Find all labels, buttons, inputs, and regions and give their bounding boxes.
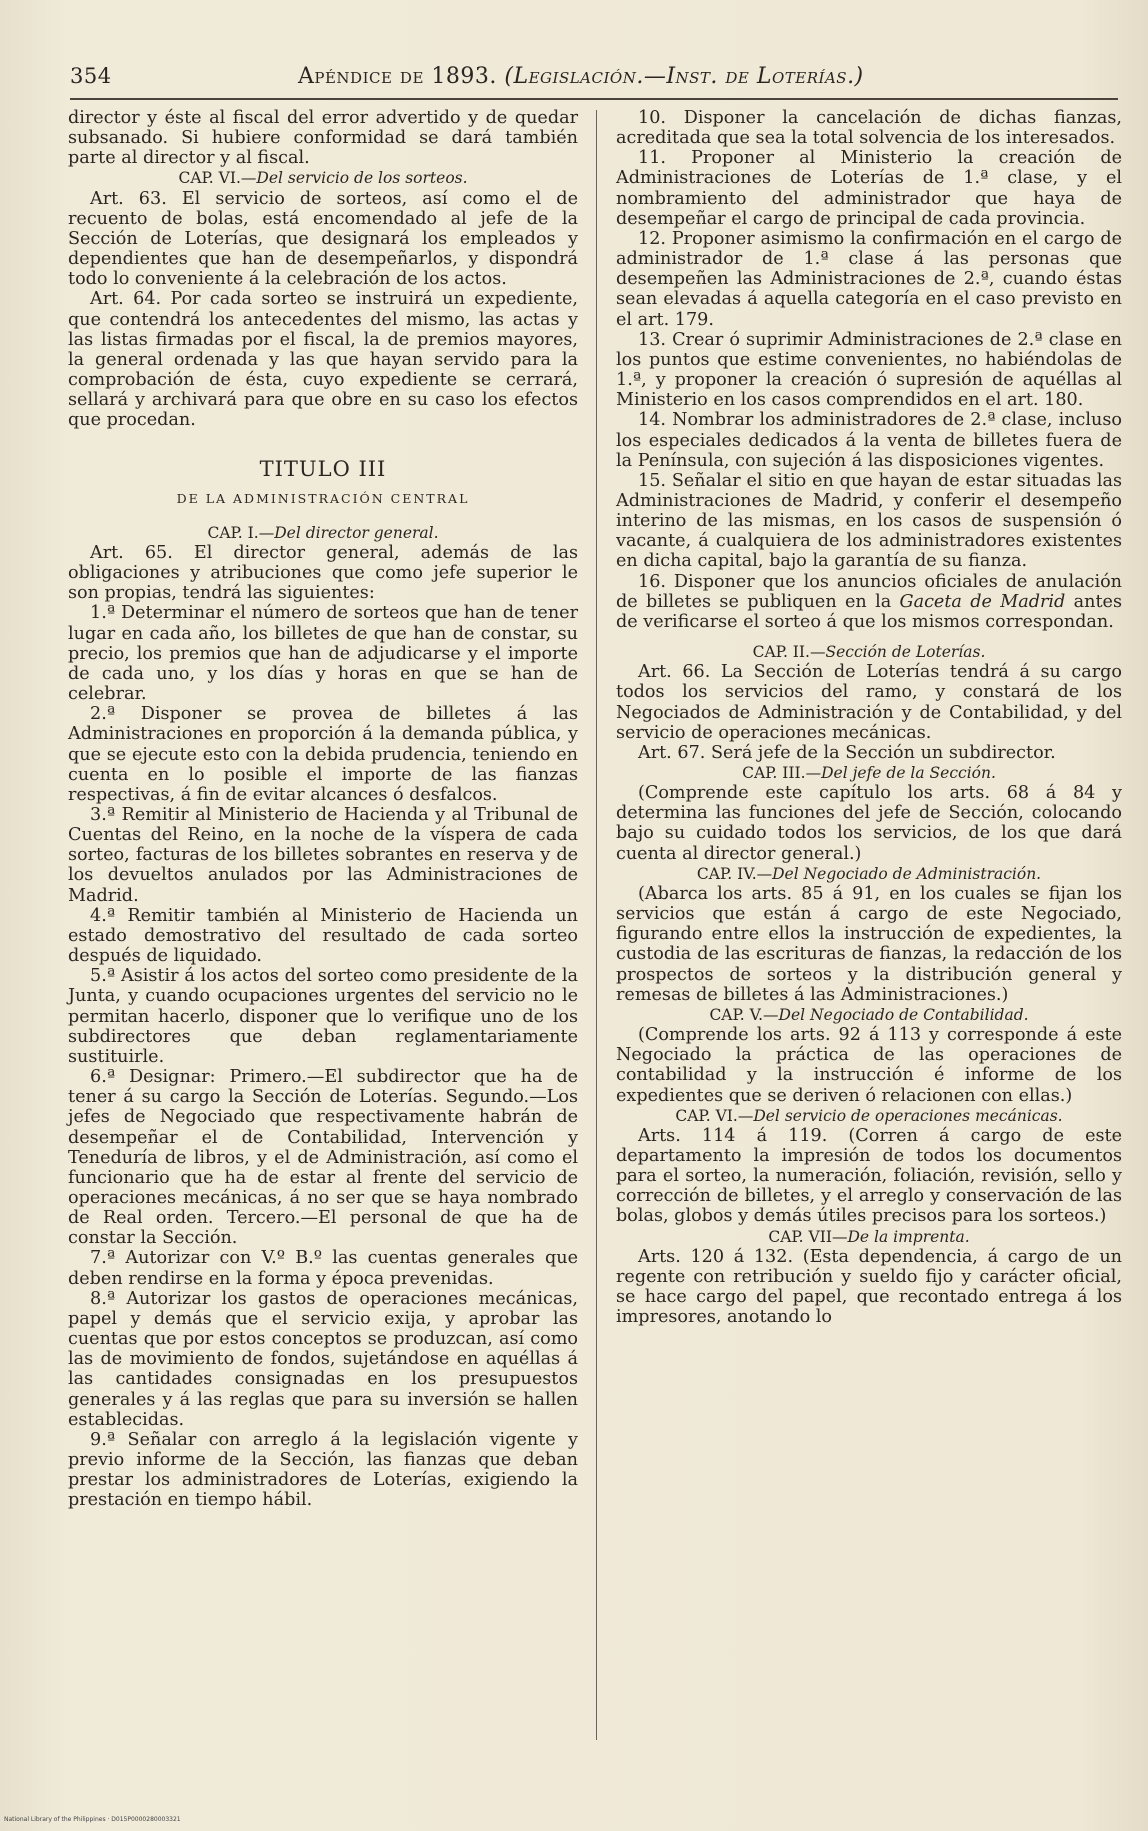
chapter-title: Del servicio de los sorteos.: [256, 169, 468, 188]
chapter-label: CAP. VI.—: [178, 169, 257, 188]
page-number: 354: [70, 64, 112, 88]
chapter-summary: (Comprende los arts. 92 á 113 y corresponde á este Negociado la práctica de las operaciones de contabilidad y la instrucción é informe de los expedientes que se deriven ó relacionen con ellas.): [616, 1025, 1122, 1106]
chapter-title: Del jefe de la Sección.: [821, 764, 996, 782]
running-header: [70, 58, 1110, 98]
chapter-heading: [616, 642, 1122, 662]
paragraph-intro: director y éste al fiscal del error advertido y de quedar subsanado. Si hubiere conformidad se dará también parte al director y al fiscal.: [68, 108, 578, 169]
running-title: [298, 64, 864, 89]
chapter-label: CAP. VII—: [768, 1227, 848, 1246]
article-67: Art. 67. Será jefe de la Sección un subdirector.: [638, 742, 1056, 763]
chapter-title: Del director general.: [274, 523, 439, 542]
list-item: 14. Nombrar los administradores de 2.ª clase, incluso los especiales dedicados á la venta de billetes fuera de la Península, con sujeción á las disposiciones vigentes.: [616, 410, 1122, 471]
chapter-label: CAP. II.—: [752, 643, 826, 662]
list-item: 11. Proponer al Ministerio la creación de Administraciones de Loterías de 1.ª clase, y el nombramiento del administrador que haya de desempeñar el cargo de principal de cada provincia.: [616, 148, 1122, 229]
column-divider: [596, 110, 597, 1740]
article-65: Art. 65. El director general, además de las obligaciones y atribuciones que como jefe superior le son propias, tendrá las siguientes:: [68, 542, 578, 604]
list-item: [616, 572, 1122, 632]
list-item: 2.ª Disponer se provea de billetes á las Administraciones en proporción á la demanda pública, y que se ejecute esto con la debida prudencia, teniendo en cuenta en lo posible el importe de las fianzas respectivas, á fin de evitar alcances ó desfalcos.: [68, 704, 578, 805]
title-heading: TITULO III: [259, 456, 387, 481]
item-italic: Gaceta de Madrid: [899, 591, 1066, 612]
right-column: [616, 108, 1122, 1327]
chapter-heading: [616, 1106, 1122, 1126]
chapter-title: Del Negociado de Administración.: [772, 864, 1042, 883]
list-item: 8.ª Autorizar los gastos de operaciones mecánicas, papel y demás que el servicio exija, y aprobar las cuentas que por estos conceptos se produzcan, así como las de movimiento de fondos, sujetándose en aquéllas á las cantidades consignadas en los presupuestos generales y á las reglas que para su inversión se hallen establecidas.: [68, 1288, 578, 1430]
chapter-heading: [616, 1005, 1122, 1025]
chapter-label: CAP. V.—: [709, 1005, 779, 1024]
chapter-heading: [68, 168, 578, 188]
chapter-label: CAP. VI.—: [675, 1106, 754, 1125]
chapter-summary: Arts. 114 á 119. (Corren á cargo de este departamento la impresión de todos los documentos para el sorteo, la numeración, foliación, revisión, sello y corrección de billetes, y el arreglo y conservación de las bolas, globos y demás útiles precisos para los sorteos.): [616, 1125, 1122, 1227]
article-66: Art. 66. La Sección de Loterías tendrá á su cargo todos los servicios del ramo, y constará de los Negociados de Administración y de Contabilidad, y del servicio de operaciones mecánicas.: [616, 662, 1122, 743]
chapter-label: CAP. IV.—: [696, 864, 773, 883]
list-item: 1.ª Determinar el número de sorteos que han de tener lugar en cada año, los billetes de que han de constar, su precio, los premios que han de adjudicarse y el importe de cada uno, y los días y horas en que se han de celebrar.: [68, 603, 578, 705]
left-column: [68, 108, 578, 1510]
chapter-title: De la imprenta.: [847, 1227, 970, 1246]
chapter-title: Sección de Loterías.: [825, 643, 986, 662]
title-subheading: DE LA ADMINISTRACIÓN CENTRAL: [176, 490, 470, 506]
list-item: 15. Señalar el sitio en que hayan de estar situadas las Administraciones de Madrid, y conferir el desempeño interino de las mismas, en los casos de suspensión ó vacante, á cualquiera de los administradores existentes en dicha capital, bajo la garantía de su fianza.: [616, 470, 1122, 572]
list-item: 10. Disponer la cancelación de dichas fianzas, acreditada que sea la total solvencia de los interesados.: [616, 108, 1122, 149]
list-item: 4.ª Remitir también al Ministerio de Hacienda un estado demostrativo del resultado de cada sorteo después de liquidado.: [68, 905, 578, 967]
chapter-heading: [616, 1227, 1122, 1247]
chapter-heading: [616, 864, 1122, 884]
chapter-summary: Arts. 120 á 132. (Esta dependencia, á cargo de un regente con retribución y sueldo fijo y carácter oficial, se hace cargo del papel, que recontado entrega á los impresores, anotando lo: [616, 1246, 1122, 1328]
scan-footer: National Library of the Philippines · D015P0000280003321: [4, 1816, 181, 1823]
running-title-italic: (Legislación.—Inst. de Loterías.): [504, 64, 864, 89]
article-63: Art. 63. El servicio de sorteos, así como el de recuento de bolas, está encomendado al jefe de la Sección de Loterías, que designará los empleados y dependientes que han de desempeñarlos, y dispondrá todo lo conveniente á la celebración de los actos.: [68, 188, 578, 290]
chapter-label: CAP. I.—: [207, 523, 275, 542]
list-item: 3.ª Remitir al Ministerio de Hacienda y al Tribunal de Cuentas del Reino, en la noche de la víspera de cada sorteo, facturas de los billetes sobrantes en reserva y de los devueltos anulados por las Administraciones de Madrid.: [68, 805, 578, 906]
list-item: 13. Crear ó suprimir Administraciones de 2.ª clase en los puntos que estime convenientes, no habiéndolas de 1.ª, y proponer la creación ó supresión de aquéllas al Ministerio en los casos comprendidos en el art. 180.: [616, 329, 1122, 411]
article-64: Art. 64. Por cada sorteo se instruirá un expediente, que contendrá los antecedentes del mismo, las actas y las listas firmadas por el fiscal, la de premios mayores, la general ordenada y las que hayan servido para la comprobación de ésta, cuyo expediente se cerrará, sellará y archivará para que obre en su caso los efectos que procedan.: [68, 289, 578, 431]
item-text: antes de verificarse el sorteo á que los mismos correspondan.: [616, 591, 1122, 632]
chapter-label: CAP. III.—: [742, 764, 822, 782]
item-text: 16. Disponer que los anuncios oficiales de anulación de billetes se publiquen en la: [616, 571, 1122, 612]
list-item: 5.ª Asistir á los actos del sorteo como presidente de la Junta, y cuando ocupaciones urgentes del servicio no le permitan hacerlo, disponer que lo verifique uno de los subdirectores que deban reglamentariamente sustituirle.: [68, 966, 578, 1067]
chapter-summary: (Abarca los arts. 85 á 91, en los cuales se fijan los servicios que están á cargo de este Negociado, figurando entre ellos la instrucción de expedientes, la custodia de las escrituras de fianzas, la redacción de los prospectos de sorteos y la distribución general y remesas de billetes á las Administraciones.): [616, 883, 1122, 1005]
list-item: 7.ª Autorizar con V.º B.º las cuentas generales que deben rendirse en la forma y época prevenidas.: [68, 1248, 578, 1289]
chapter-heading: [68, 523, 578, 543]
list-item: 9.ª Señalar con arreglo á la legislación vigente y previo informe de la Sección, las fianzas que deban prestar los administradores de Loterías, exigiendo la prestación en tiempo hábil.: [68, 1429, 578, 1511]
chapter-title: Del Negociado de Contabilidad.: [778, 1005, 1029, 1024]
list-item: 6.ª Designar: Primero.—El subdirector que ha de tener á su cargo la Sección de Loterías. Segundo.—Los jefes de Negociado que respectivamente habrán de desempeñar el de Contabilidad, Intervención y Teneduría de libros, y el de Administración, así como el funcionario que ha de estar al frente del servicio de operaciones mecánicas, á no ser que se haya nombrado de Real orden. Tercero.—El personal de que ha de constar la Sección.: [68, 1067, 578, 1249]
running-title-prefix: Apéndice de 1893.: [298, 64, 497, 89]
chapter-heading: [616, 763, 1122, 783]
header-rule: [70, 98, 1118, 100]
chapter-title: Del servicio de operaciones mecánicas.: [753, 1106, 1063, 1125]
chapter-summary: (Comprende este capítulo los arts. 68 á 84 y determina las funciones del jefe de Sección, colocando bajo su cuidado todos los servicios, de los que dará cuenta al director general.): [616, 783, 1122, 864]
list-item: 12. Proponer asimismo la confirmación en el cargo de administrador de 1.ª clase á las personas que desempeñen las Administraciones de 2.ª, cuando éstas sean elevadas á aquella categoría en el caso previsto en el art. 179.: [616, 228, 1122, 330]
